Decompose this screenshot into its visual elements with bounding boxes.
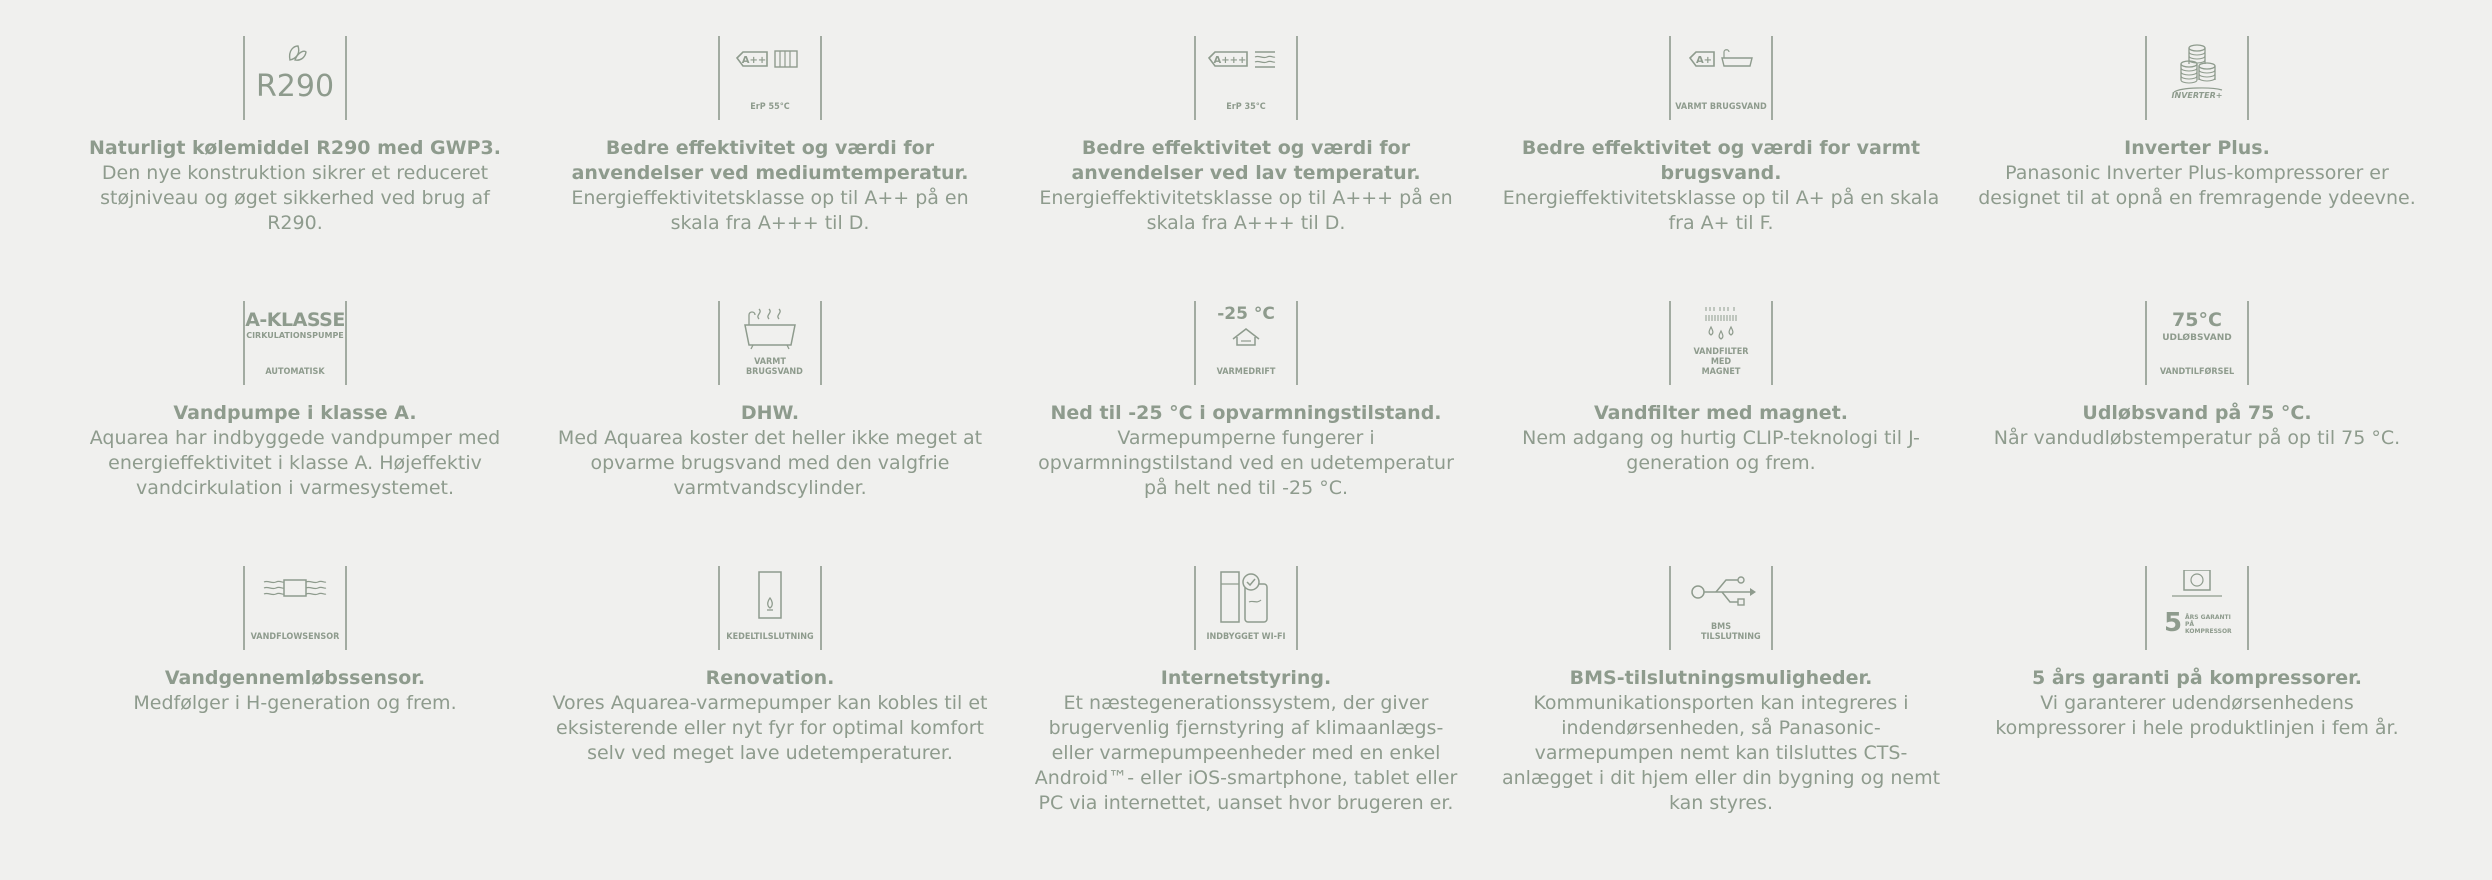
icon-frame bbox=[1194, 301, 1298, 385]
svg-text:A+: A+ bbox=[1695, 55, 1713, 66]
feature-title: Internetstyring. bbox=[1160, 667, 1332, 689]
feature-internet-control bbox=[1026, 566, 1466, 816]
icon-caption: AUTOMATISK bbox=[265, 367, 325, 377]
icon-frame bbox=[2145, 36, 2249, 120]
feature-title: Renovation. bbox=[705, 667, 835, 689]
feature-desc: Vi garanterer udendørsenhedens kompressorer i hele produktlinjen i fem år. bbox=[1995, 692, 2399, 739]
icon-subtext: ÅRS GARANTI PÅ KOMPRESSOR bbox=[2185, 614, 2232, 635]
feature-title: Inverter Plus. bbox=[2124, 137, 2270, 159]
feature-flow-sensor bbox=[75, 566, 515, 716]
feature-title: Vandgennemløbssensor. bbox=[164, 667, 426, 689]
feature-title: Vandfilter med magnet. bbox=[1594, 402, 1848, 424]
feature-title: Udløbsvand på 75 °C. bbox=[2082, 402, 2312, 424]
icon-subtext: UDLØBSVAND bbox=[2162, 333, 2232, 343]
feature-desc: Et næstegenerationssystem, der giver brugervenlig fjernstyring af klimaanlægs- eller varmepumpeenheder med en enkel Android™- eller iOS-smartphone, tablet eller PC via internettet, uanset hvor brugeren er. bbox=[1034, 692, 1458, 814]
icon-caption: VARMT BRUGSVAND bbox=[746, 357, 803, 377]
feature-magnet-filter bbox=[1501, 301, 1941, 476]
flow-sensor-icon bbox=[250, 570, 340, 620]
icon-caption: VANDFILTER MED MAGNET bbox=[1693, 347, 1749, 377]
energy-label-bathtub-icon bbox=[1676, 40, 1766, 100]
icon-caption: KEDELTILSLUTNING bbox=[726, 632, 814, 642]
boiler-flame-icon bbox=[725, 570, 815, 622]
icon-caption: INDBYGGET WI-FI bbox=[1206, 632, 1286, 642]
feature-desc: Nem adgang og hurtig CLIP-teknologi til J-generation og frem. bbox=[1522, 427, 1920, 474]
icon-frame bbox=[718, 301, 822, 385]
r290-text: R290 bbox=[255, 69, 335, 104]
icon-subtext: CIRKULATIONSPUMPE bbox=[246, 331, 344, 340]
feature-low-temp bbox=[1026, 36, 1466, 236]
feature-hot-water bbox=[1501, 36, 1941, 236]
feature-desc: Medfølger i H-generation og frem. bbox=[133, 692, 457, 714]
feature-dhw bbox=[550, 301, 990, 501]
icon-frame bbox=[2145, 566, 2249, 650]
feature-outlet-75 bbox=[1977, 301, 2417, 451]
feature-title: Bedre effektivitet og værdi for varmt brugsvand. bbox=[1521, 137, 1921, 184]
icon-frame bbox=[718, 36, 822, 120]
feature-desc: Panasonic Inverter Plus-kompressorer er designet til at opnå en fremragende ydeevne. bbox=[1978, 162, 2416, 209]
icon-caption: ErP 55°C bbox=[750, 102, 790, 112]
feature-inverter bbox=[1977, 36, 2417, 211]
energy-label-floor-heating-icon bbox=[1201, 40, 1291, 100]
feature-title: Vandpumpe i klasse A. bbox=[173, 402, 417, 424]
feature-title: 5 års garanti på kompressorer. bbox=[2032, 667, 2362, 689]
outlet-temperature-icon: 75°C bbox=[2172, 309, 2222, 331]
feature-title: Bedre effektivitet og værdi for anvendelser ved lav temperatur. bbox=[1071, 137, 1421, 184]
icon-frame bbox=[243, 301, 347, 385]
svg-text:A+++: A+++ bbox=[1213, 55, 1247, 66]
energy-label-radiator-icon bbox=[725, 40, 815, 100]
feature-desc: Energieffektivitetsklasse op til A+++ på en skala fra A+++ til D. bbox=[1039, 187, 1453, 234]
icon-caption: VARMT BRUGSVAND bbox=[1675, 102, 1767, 112]
feature-title: Bedre effektivitet og værdi for anvendelser ved mediumtemperatur. bbox=[571, 137, 969, 184]
leaf-icon bbox=[250, 40, 340, 116]
feature-desc: Aquarea har indbyggede vandpumper med energieffektivitet i klasse A. Højeffektiv vandcirkulation i varmesystemet. bbox=[89, 427, 501, 499]
icon-frame bbox=[1669, 36, 1773, 120]
feature-desc: Varmepumperne fungerer i opvarmningstilstand ved en udetemperatur på helt ned til -25 °C. bbox=[1038, 427, 1454, 499]
feature-desc: Den nye konstruktion sikrer et reduceret støjniveau og øget sikkerhed ved brug af R290. bbox=[100, 162, 490, 234]
feature-title: DHW. bbox=[740, 402, 800, 424]
icon-frame bbox=[1669, 566, 1773, 650]
feature-desc: Energieffektivitetsklasse op til A+ på en skala fra A+ til F. bbox=[1502, 187, 1940, 234]
svg-text:A++: A++ bbox=[741, 55, 767, 66]
house-cold-icon bbox=[1201, 301, 1291, 361]
icon-frame bbox=[2145, 301, 2249, 385]
icon-caption: ErP 35°C bbox=[1226, 102, 1266, 112]
feature-desc: Med Aquarea koster det heller ikke meget at opvarme brugsvand med den valgfrie varmtvandscylinder. bbox=[557, 427, 983, 499]
feature-renovation bbox=[550, 566, 990, 766]
a-class-pump-icon: A-KLASSE bbox=[245, 309, 345, 331]
feature-minus-25 bbox=[1026, 301, 1466, 501]
feature-title: Ned til -25 °C i opvarmningstilstand. bbox=[1050, 402, 1442, 424]
usb-bms-icon bbox=[1676, 570, 1766, 620]
feature-r290 bbox=[75, 36, 515, 236]
feature-desc: Kommunikationsporten kan integreres i indendørsenheden, så Panasonic-varmepumpen nemt kan tilsluttes CTS-anlægget i dit hjem eller din bygning og nemt kan styres. bbox=[1501, 692, 1941, 814]
icon-caption: BMS TILSLUTNING bbox=[1701, 622, 1761, 642]
warranty-years: 5 bbox=[2163, 608, 2183, 638]
feature-desc: Energieffektivitetsklasse op til A++ på en skala fra A+++ til D. bbox=[571, 187, 969, 234]
icon-frame bbox=[243, 566, 347, 650]
coins-inverter-icon bbox=[2152, 40, 2242, 116]
feature-pump-a-class bbox=[75, 301, 515, 501]
feature-desc: Vores Aquarea-varmepumper kan kobles til et eksisterende eller nyt fyr for optimal komfort selv ved meget lave udetemperaturer. bbox=[552, 692, 988, 764]
phone-wifi-icon bbox=[1201, 570, 1291, 626]
icon-frame bbox=[1194, 566, 1298, 650]
feature-warranty bbox=[1977, 566, 2417, 741]
icon-caption: VANDFLOWSENSOR bbox=[250, 632, 340, 642]
feature-title: BMS-tilslutningsmuligheder. bbox=[1569, 667, 1873, 689]
hot-bath-icon bbox=[725, 305, 815, 361]
feature-title: Naturligt kølemiddel R290 med GWP3. bbox=[89, 137, 501, 159]
icon-frame bbox=[243, 36, 347, 120]
icon-caption: VANDTILFØRSEL bbox=[2159, 367, 2235, 377]
icon-caption: VARMEDRIFT bbox=[1216, 367, 1276, 377]
temperature-text: -25 °C bbox=[1217, 304, 1275, 324]
feature-medium-temp bbox=[550, 36, 990, 236]
icon-frame bbox=[1194, 36, 1298, 120]
feature-desc: Når vandudløbstemperatur på op til 75 °C. bbox=[1993, 427, 2401, 449]
svg-text:INVERTER+: INVERTER+ bbox=[2171, 91, 2223, 100]
icon-frame bbox=[718, 566, 822, 650]
feature-bms bbox=[1501, 566, 1941, 816]
icon-frame bbox=[1669, 301, 1773, 385]
